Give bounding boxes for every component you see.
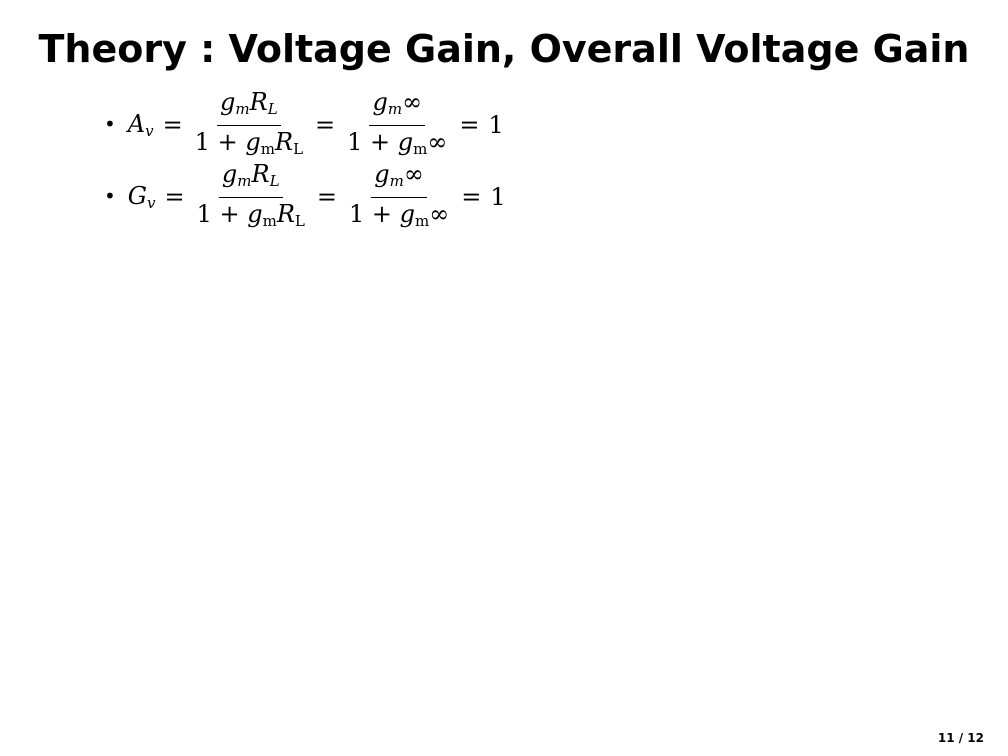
equals-sign: =	[315, 111, 336, 139]
equation-lhs: $G_v$	[127, 182, 156, 212]
bullet-icon: •	[104, 184, 116, 208]
infinity-icon: ∞	[427, 127, 448, 156]
equals-sign: =	[162, 111, 183, 139]
fraction-denominator: $1 + g_m\infty$	[348, 199, 450, 230]
fraction-gm-rl	[192, 88, 306, 163]
equation-lhs: $A_v$	[127, 110, 154, 140]
fraction-gm-rl	[194, 160, 308, 235]
bullet-icon: •	[104, 112, 116, 136]
fraction-numerator: $g_mR_L$	[217, 88, 281, 126]
fraction-numerator: $g_mR_L$	[219, 160, 283, 198]
equals-sign: =	[459, 111, 480, 139]
fraction-gm-infinity	[346, 160, 452, 235]
fraction-denominator: $1 + g_mR_L$	[194, 127, 304, 158]
equation-voltage-gain	[104, 87, 506, 158]
slide-title: Theory : Voltage Gain, Overall Voltage Gain	[38, 27, 970, 71]
equation-overall-voltage-gain	[104, 159, 506, 230]
fraction-gm-infinity	[344, 88, 450, 163]
equation-list	[104, 87, 506, 238]
infinity-icon: ∞	[402, 87, 423, 116]
equals-sign: =	[164, 183, 185, 211]
infinity-icon: ∞	[429, 199, 450, 228]
fraction-numerator: $g_m\infty$	[369, 88, 425, 126]
fraction-denominator: $1 + g_mR_L$	[196, 199, 305, 230]
page-number: 11 / 12	[937, 731, 984, 745]
fraction-numerator: $g_m\infty$	[371, 160, 427, 198]
equation-result: 1	[490, 183, 506, 211]
infinity-icon: ∞	[403, 159, 424, 188]
equals-sign: =	[316, 183, 337, 211]
equals-sign: =	[461, 183, 482, 211]
fraction-denominator: $1 + g_m\infty$	[347, 127, 448, 158]
equation-result: 1	[488, 111, 504, 139]
